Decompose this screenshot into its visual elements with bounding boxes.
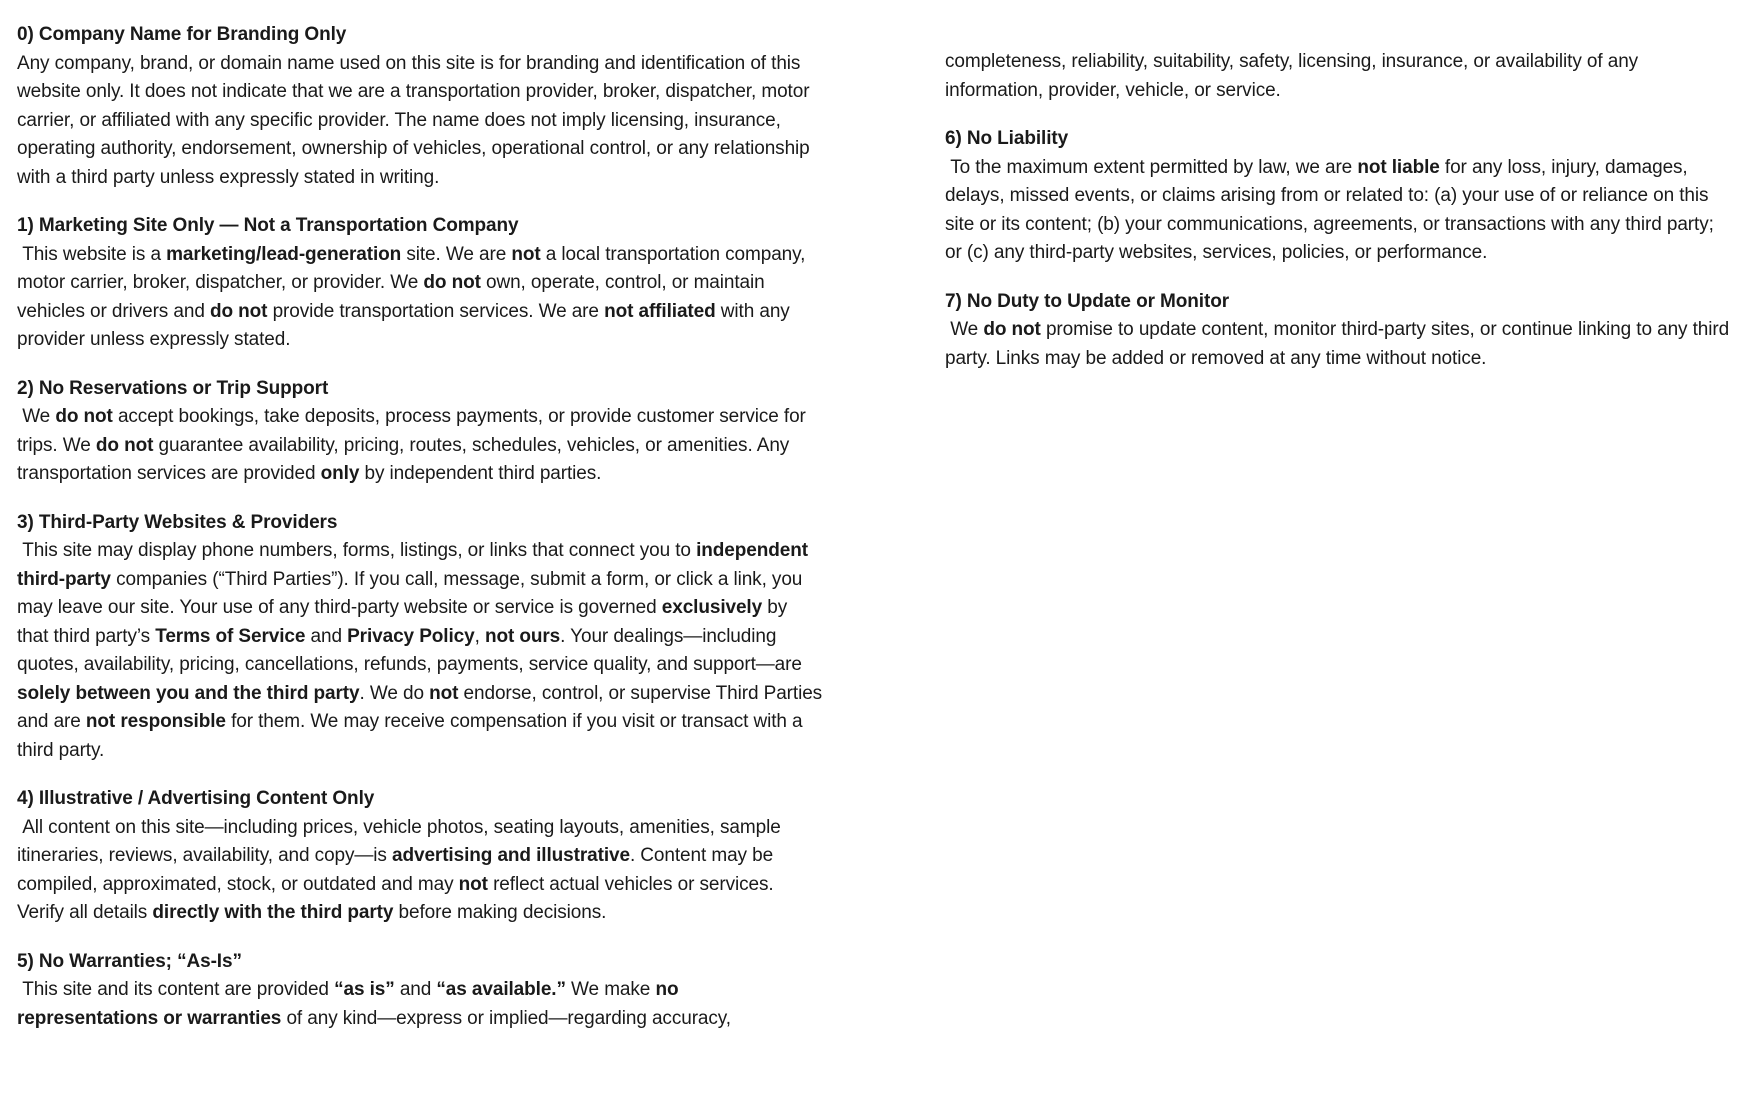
terms-section — [17, 509, 828, 766]
bold-text-run: only — [320, 463, 360, 484]
terms-section — [17, 21, 823, 192]
bold-text-run: do not — [423, 272, 481, 293]
section-body — [17, 50, 823, 193]
section-heading: 6) No Liability — [945, 128, 1069, 149]
text-run: All content on this site—including prices, vehicle photos, seating layouts, amenities, sample itineraries, reviews, availability, and copy—is — [17, 816, 786, 866]
bold-text-run: solely between you and the third party — [17, 682, 360, 704]
bold-text-run: Privacy Policy — [347, 625, 475, 647]
text-run: accept bookings, take deposits, process payments, or provide customer service for trips. We — [17, 406, 811, 456]
left-column — [17, 21, 828, 1113]
text-run: This site and its content are provided — [17, 979, 335, 1000]
text-run: promise to update content, monitor third-party sites, or continue linking to any third party. Links may be added or removed at any time without notice. — [945, 319, 1735, 369]
text-run: for any loss, injury, damages, delays, missed events, or claims arising from or related to: (a) your use of or reliance on this site or its content; (b) your communications, agreements, or transactions with any third party; or (c) any third-party websites, services, policies, or performance. — [945, 156, 1719, 263]
text-run: Any company, brand, or domain name used on this site is for branding and identification of this website only. It does not indicate that we are a transportation provider, broker, dispatcher, motor carrier, or affiliated with any specific provider. The name does not imply licensing, insurance, operating authority, endorsement, ownership of vehicles, operational control, or any relationship with a third party unless expressly stated in writing. — [17, 52, 815, 188]
text-run: To the maximum extent permitted by law, we are — [945, 156, 1358, 178]
text-run: guarantee availability, pricing, routes, schedules, vehicles, or amenities. Any transportation services are provided — [17, 434, 795, 484]
bold-text-run: independent third-party — [17, 540, 814, 590]
text-run: by that third party’s — [17, 597, 793, 647]
section-body — [17, 537, 828, 765]
text-run: We — [945, 319, 984, 340]
bold-text-run: not — [429, 682, 459, 704]
bold-text-run: exclusively — [661, 597, 763, 618]
text-run: own, operate, control, or maintain vehicles or drivers and — [17, 272, 770, 322]
section-heading: 4) Illustrative / Advertising Content Only — [17, 788, 375, 809]
bold-text-run: not liable — [1357, 156, 1440, 178]
terms-section — [17, 375, 823, 489]
right-column — [945, 21, 1735, 1113]
text-run: . Content may be compiled, approximated, stock, or outdated and may — [17, 845, 779, 895]
text-run: reflect actual vehicles or services. Verify all details — [17, 873, 779, 923]
bold-text-run: not — [511, 243, 541, 265]
terms-section — [945, 125, 1735, 268]
text-run: by independent third parties. — [359, 463, 602, 484]
section-body — [17, 403, 823, 489]
bold-text-run: do not — [95, 434, 154, 456]
bold-text-run: do not — [209, 300, 268, 322]
bold-text-run: do not — [55, 406, 113, 427]
bold-text-run: not responsible — [85, 711, 226, 732]
text-run: a local transportation company, motor carrier, broker, dispatcher, or provider. We — [17, 243, 811, 293]
text-run: and — [305, 625, 348, 647]
section-body — [17, 241, 823, 355]
terms-section — [17, 212, 823, 355]
text-run: site. We are — [401, 243, 512, 265]
text-run: before making decisions. — [393, 902, 607, 923]
bold-text-run: advertising and illustrative — [392, 845, 630, 866]
section-body — [17, 976, 823, 1033]
section-body — [17, 814, 823, 928]
terms-section — [17, 785, 823, 928]
text-run: completeness, reliability, suitability, safety, licensing, insurance, or availability of any information, provider, vehicle, or service. — [945, 51, 1644, 101]
section-body — [945, 48, 1735, 105]
bold-text-run: not — [458, 873, 488, 895]
text-run: . We do — [359, 682, 430, 704]
text-run: , — [474, 625, 485, 647]
section-heading: 3) Third-Party Websites & Providers — [17, 511, 338, 533]
text-run: . Your dealings—including quotes, availability, pricing, cancellations, refunds, payments, service quality, and support—are — [17, 625, 808, 675]
text-run: This website is a — [17, 243, 167, 265]
bold-text-run: Terms of Service — [155, 625, 306, 647]
bold-text-run: “as available.” — [436, 979, 566, 1000]
text-run: with any provider unless expressly stated. — [17, 300, 795, 350]
terms-section — [945, 288, 1735, 374]
text-run: We — [17, 406, 56, 427]
section-body — [945, 154, 1735, 268]
text-run: We make — [565, 979, 656, 1000]
text-run: This site may display phone numbers, forms, listings, or links that connect you to — [17, 540, 697, 561]
section-heading: 7) No Duty to Update or Monitor — [945, 290, 1229, 312]
bold-text-run: not affiliated — [604, 300, 716, 322]
section-heading: 5) No Warranties; “As-Is” — [17, 950, 242, 972]
terms-section — [17, 948, 823, 1034]
text-run: of any kind—express or implied—regarding accuracy, — [281, 1007, 731, 1029]
text-run: companies (“Third Parties”). If you call, message, submit a form, or click a link, you may leave our site. Your use of any third-party website or service is governed — [17, 568, 808, 618]
section-heading: 0) Company Name for Branding Only — [17, 24, 347, 45]
text-run: provide transportation services. We are — [267, 300, 605, 322]
bold-text-run: directly with the third party — [152, 902, 394, 923]
bold-text-run: marketing/lead-generation — [166, 243, 402, 265]
terms-section-continuation — [945, 48, 1735, 105]
section-body — [945, 316, 1735, 373]
bold-text-run: not ours — [484, 625, 561, 647]
text-run: and — [394, 979, 437, 1000]
section-heading: 2) No Reservations or Trip Support — [17, 377, 329, 399]
bold-text-run: do not — [983, 319, 1041, 340]
bold-text-run: no representations or warranties — [17, 979, 684, 1029]
bold-text-run: “as is” — [334, 979, 395, 1000]
text-run: endorse, control, or supervise Third Parties and are — [17, 682, 828, 732]
text-run: for them. We may receive compensation if you visit or transact with a third party. — [17, 711, 808, 761]
section-heading: 1) Marketing Site Only — Not a Transportation Company — [17, 215, 519, 236]
